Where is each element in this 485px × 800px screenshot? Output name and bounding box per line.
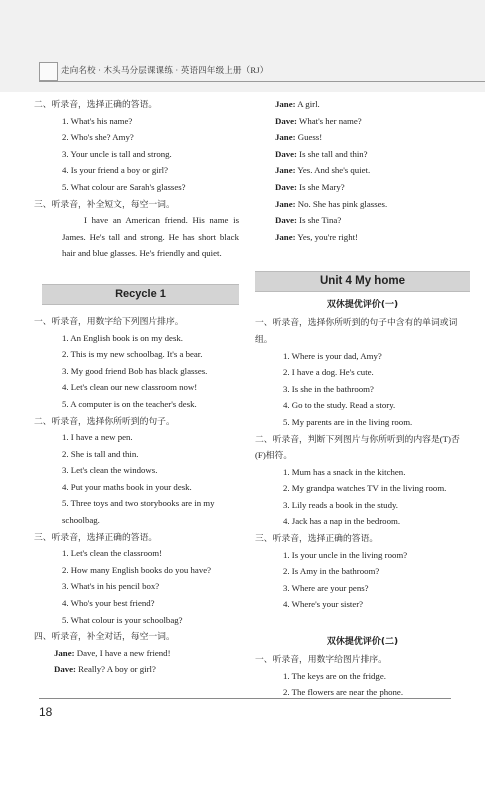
passage-paragraph: I have an American friend. His name is James. He's tall and strong. He has short black hair and blue glasses. He's friendly and quiet. bbox=[62, 215, 239, 259]
list-item: 1. The keys are on the fridge. bbox=[283, 670, 386, 681]
speaker-name: Jane: bbox=[54, 647, 75, 658]
list-item: 3. Where are your pens? bbox=[283, 582, 369, 593]
dialogue-line bbox=[255, 212, 470, 229]
list-item: 4. Let's clean our new classroom now! bbox=[62, 382, 198, 393]
list-item: 4. Who's your best friend? bbox=[62, 598, 155, 609]
list-item: 4. Jack has a nap in the bedroom. bbox=[283, 516, 401, 527]
header-rule bbox=[39, 81, 485, 82]
right-column bbox=[255, 96, 470, 701]
dialogue-text: Is she Mary? bbox=[296, 181, 345, 192]
list-item: 1. I have a new pen. bbox=[62, 432, 133, 443]
section-title: 三、听录音，补全短文，每空一词。 bbox=[34, 198, 175, 209]
subsection-heading: 双休提优评价(二) bbox=[326, 637, 399, 648]
dialogue-text: What's her name? bbox=[296, 115, 362, 126]
speaker-name: Jane: bbox=[275, 132, 296, 143]
dialogue-line bbox=[34, 661, 239, 678]
dialogue-text: Yes, you're right! bbox=[295, 231, 358, 242]
list-item: 4. Where's your sister? bbox=[283, 599, 364, 610]
dialogue-text: A girl. bbox=[295, 99, 320, 109]
speaker-name: Dave: bbox=[54, 664, 76, 675]
list-item: 3. What's in his pencil box? bbox=[62, 581, 160, 592]
dialogue-line bbox=[255, 113, 470, 130]
dialogue-line bbox=[255, 229, 470, 246]
dialogue-line bbox=[255, 129, 470, 146]
dialogue-text: Really? A boy or girl? bbox=[75, 664, 156, 675]
list-item: 1. Where is your dad, Amy? bbox=[283, 350, 382, 361]
dialogue-line bbox=[255, 196, 470, 213]
list-item: 3. Is she in the bathroom? bbox=[283, 383, 374, 394]
section-title: 三、听录音，选择正确的答语。 bbox=[34, 531, 158, 542]
subsection-heading: 双休提优评价(一) bbox=[326, 300, 399, 311]
list-item: 1. Let's clean the classroom! bbox=[62, 548, 163, 559]
list-item: 2. This is my new schoolbag. It's a bear. bbox=[62, 349, 203, 360]
dialogue-line bbox=[255, 146, 470, 163]
section-title: 三、听录音，选择正确的答语。 bbox=[255, 533, 379, 544]
list-item: 2. Is Amy in the bathroom? bbox=[283, 566, 380, 577]
speaker-name: Dave: bbox=[275, 115, 297, 126]
dialogue-text: No. She has pink glasses. bbox=[295, 198, 388, 209]
dialogue-text: Is she Tina? bbox=[296, 215, 342, 226]
section-title: 一、听录音，用数字给图片排序。 bbox=[255, 654, 387, 665]
list-item: 2. The flowers are near the phone. bbox=[283, 687, 404, 698]
list-item: 4. Is your friend a boy or girl? bbox=[62, 165, 169, 176]
list-item: 1. Is your uncle in the living room? bbox=[283, 549, 408, 560]
list-item: 1. Mum has a snack in the kitchen. bbox=[283, 466, 406, 477]
list-item: 2. How many English books do you have? bbox=[62, 564, 212, 575]
list-item: 3. Lily reads a book in the study. bbox=[283, 499, 398, 510]
section-banner: Recycle 1 bbox=[42, 284, 239, 305]
list-item: 1. What's his name? bbox=[62, 115, 133, 126]
list-item: 5. My parents are in the living room. bbox=[283, 416, 413, 427]
list-item: 4. Go to the study. Read a story. bbox=[283, 400, 396, 411]
speaker-name: Jane: bbox=[275, 99, 296, 109]
list-item: 5. A computer is on the teacher's desk. bbox=[62, 398, 197, 409]
list-item: 3. My good friend Bob has black glasses. bbox=[62, 365, 208, 376]
list-item: 2. My grandpa watches TV in the living room. bbox=[283, 483, 447, 494]
footer-rule bbox=[39, 698, 451, 699]
list-item: 2. Who's she? Amy? bbox=[62, 132, 134, 143]
dialogue-line bbox=[255, 179, 470, 196]
dialogue-text: Yes. And she's quiet. bbox=[295, 165, 371, 176]
speaker-name: Jane: bbox=[275, 165, 296, 176]
speaker-name: Jane: bbox=[275, 198, 296, 209]
list-item: 3. Let's clean the windows. bbox=[62, 465, 158, 476]
list-item: 2. She is tall and thin. bbox=[62, 448, 139, 459]
dialogue-line bbox=[34, 645, 239, 662]
list-item: 3. Your uncle is tall and strong. bbox=[62, 148, 172, 159]
section-title: 二、听录音，判断下列图片与你所听到的内容是(T)否(F)相符。 bbox=[255, 433, 460, 461]
speaker-name: Dave: bbox=[275, 181, 297, 192]
list-item: 5. What colour is your schoolbag? bbox=[62, 614, 183, 625]
list-item: 1. An English book is on my desk. bbox=[62, 332, 183, 343]
section-title: 二、听录音，选择正确的答语。 bbox=[34, 99, 158, 109]
unit-banner: Unit 4 My home bbox=[255, 271, 470, 292]
speaker-name: Jane: bbox=[275, 231, 296, 242]
dialogue-text: Dave, I have a new friend! bbox=[74, 647, 171, 658]
dialogue-line bbox=[255, 96, 470, 113]
header-title: 走向名校 · 木头马分层课课练 · 英语四年级上册（RJ） bbox=[61, 65, 269, 75]
dialogue-text: Is she tall and thin? bbox=[296, 148, 368, 159]
series-logo-icon bbox=[39, 62, 58, 81]
page-header bbox=[0, 0, 485, 92]
dialogue-line bbox=[255, 162, 470, 179]
list-item: 4. Put your maths book in your desk. bbox=[62, 481, 192, 492]
list-item: 5. What colour are Sarah's glasses? bbox=[62, 181, 186, 192]
section-title: 一、听录音，选择你所听到的句子中含有的单词或词组。 bbox=[255, 317, 458, 344]
dialogue-text: Guess! bbox=[295, 132, 323, 143]
speaker-name: Dave: bbox=[275, 148, 297, 159]
section-title: 二、听录音，选择你所听到的句子。 bbox=[34, 415, 175, 426]
speaker-name: Dave: bbox=[275, 215, 297, 226]
section-title: 四、听录音，补全对话，每空一词。 bbox=[34, 631, 175, 642]
left-column bbox=[34, 96, 239, 678]
list-item: 5. Three toys and two storybooks are in my schoolbag. bbox=[62, 498, 215, 526]
page-number: 18 bbox=[39, 705, 53, 719]
list-item: 2. I have a dog. He's cute. bbox=[283, 367, 374, 378]
section-title: 一、听录音，用数字给下列图片排序。 bbox=[34, 315, 184, 326]
